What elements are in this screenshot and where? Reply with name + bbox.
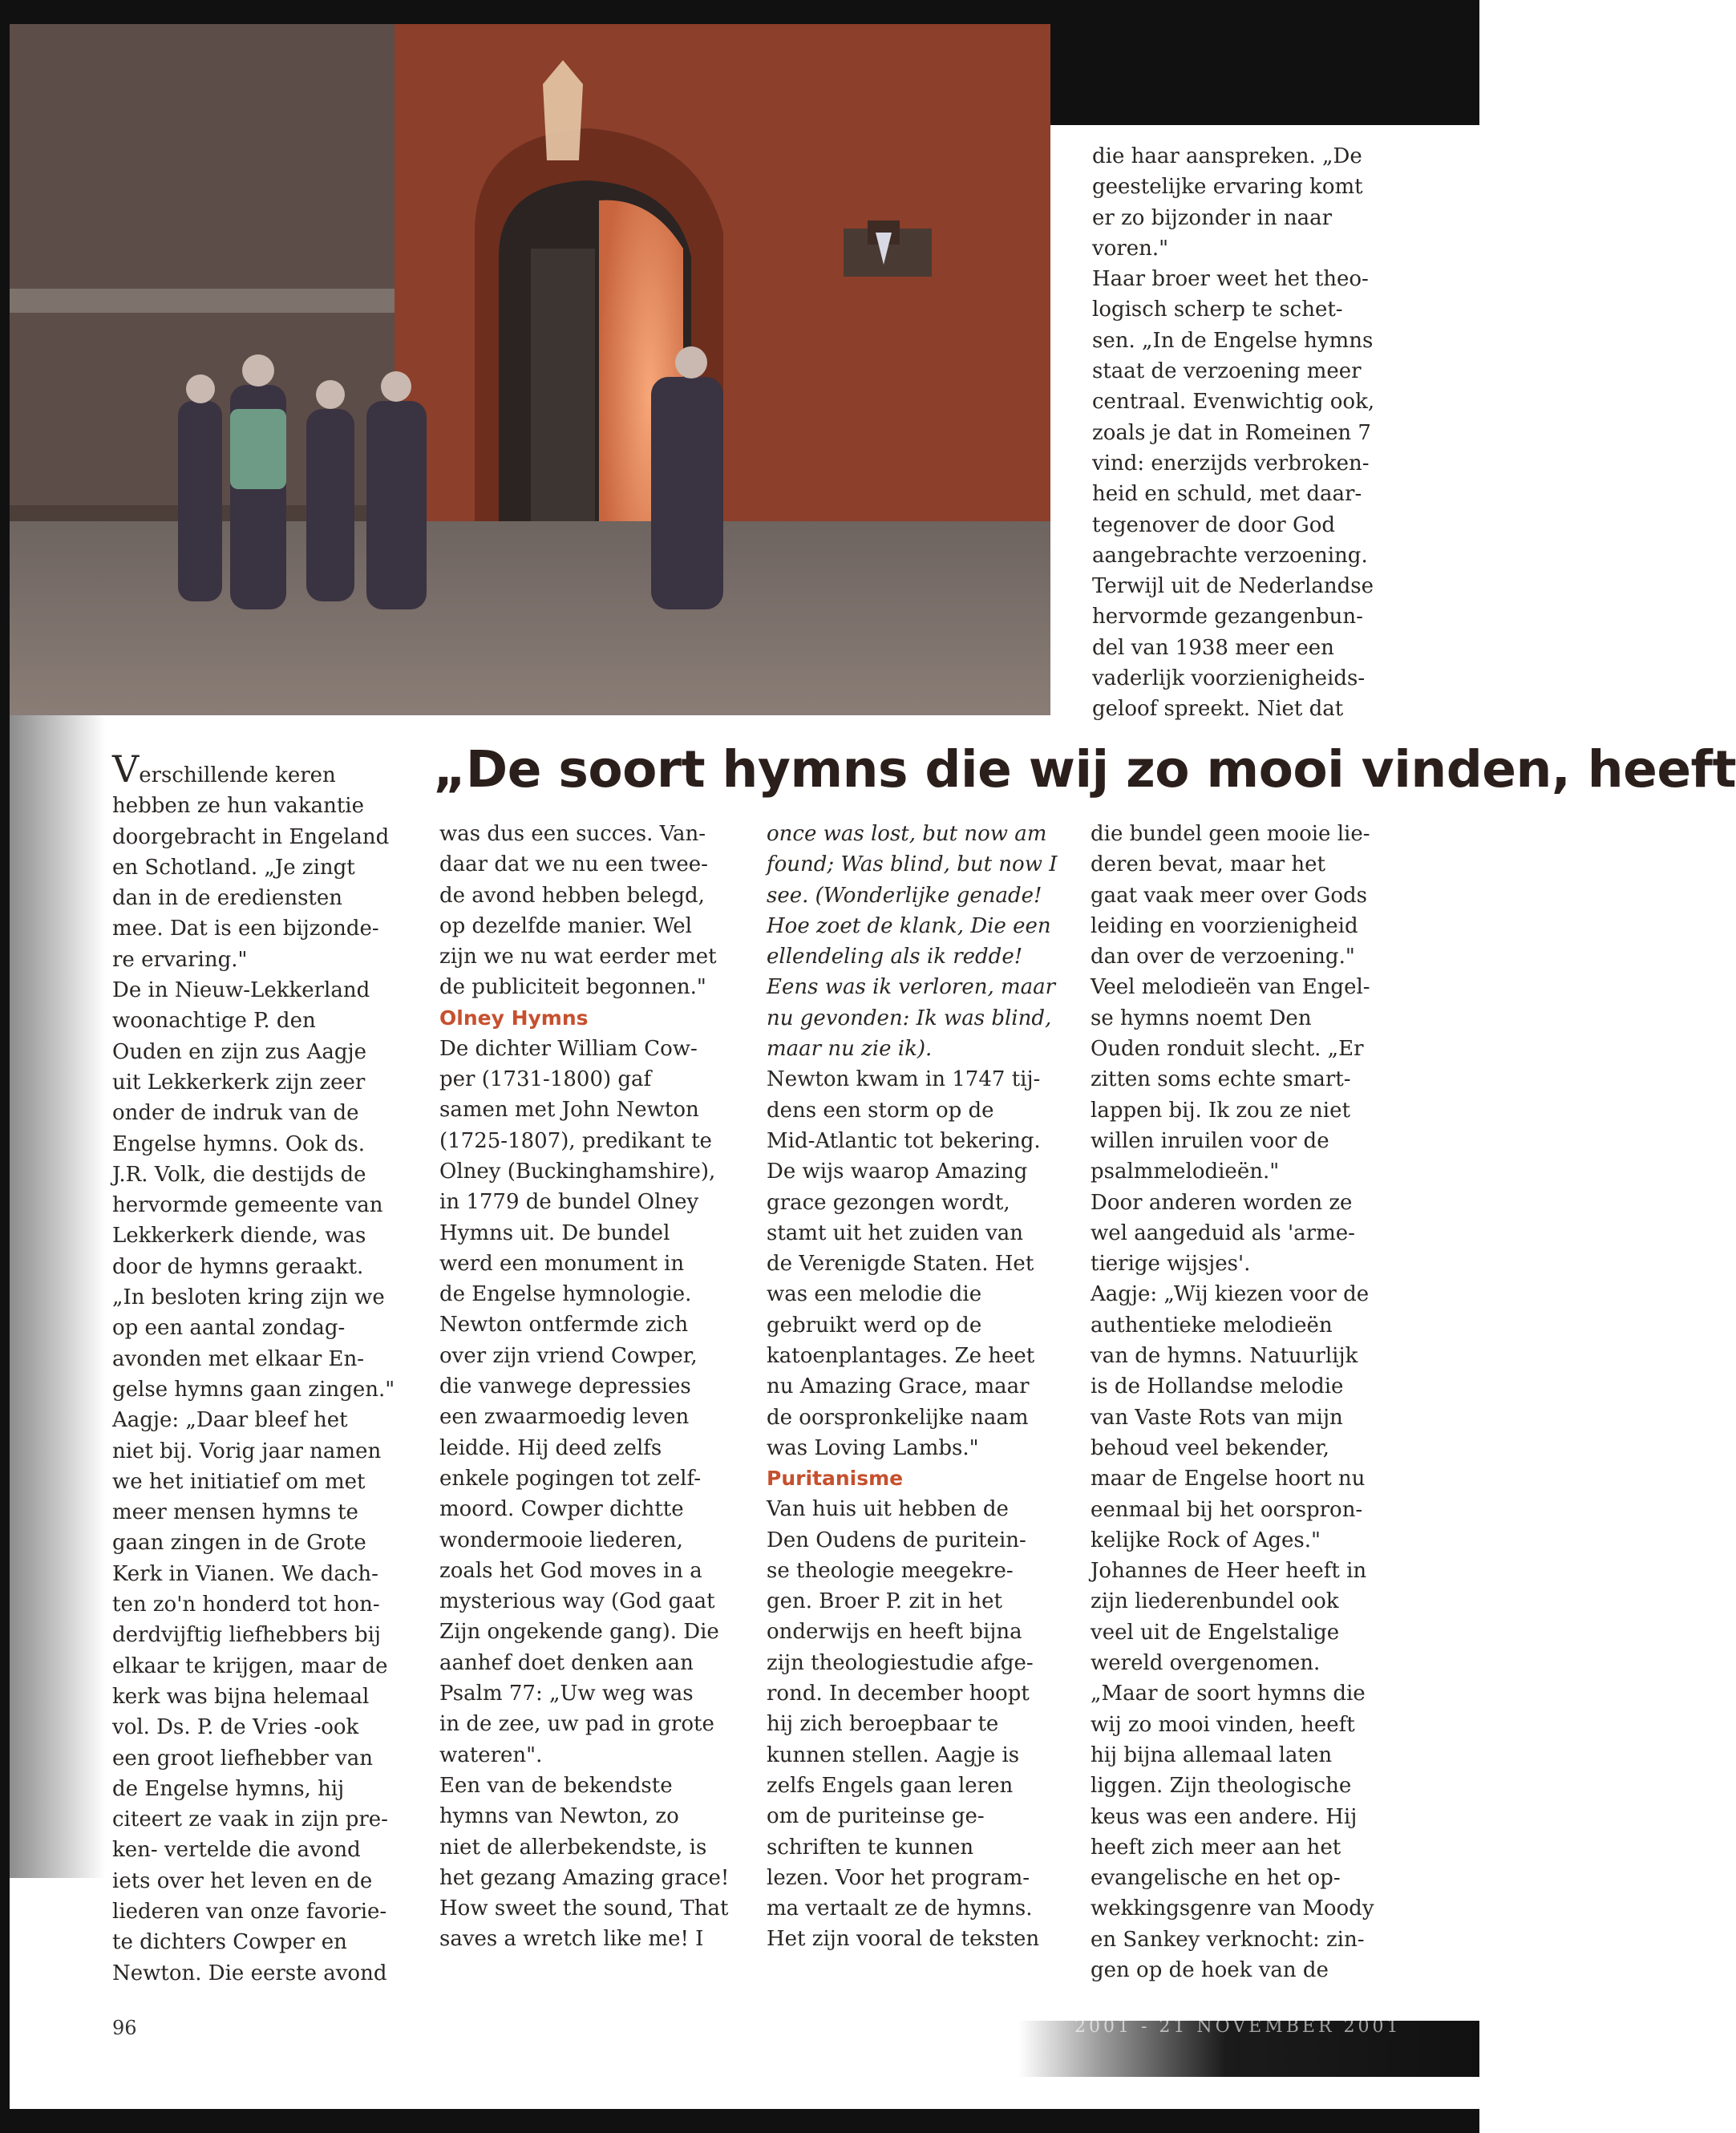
subhead-puritanisme: Puritanisme bbox=[767, 1467, 904, 1491]
text-line: evangelische en het op- bbox=[1091, 1866, 1341, 1891]
text-line: heid en schuld, met daar- bbox=[1092, 482, 1362, 507]
text-line: zitten soms echte smart- bbox=[1091, 1067, 1351, 1092]
text-line: door de hymns geraakt. bbox=[112, 1254, 364, 1279]
text-line: Eens was ik verloren, maar bbox=[767, 975, 1056, 1000]
text-line: dan over de verzoening." bbox=[1091, 945, 1355, 969]
text-line: Hoe zoet de klank, Die een bbox=[767, 913, 1051, 938]
text-line: in 1779 de bundel Olney bbox=[439, 1190, 699, 1215]
text-line: vaderlijk voorzienigheids- bbox=[1092, 666, 1366, 691]
text-line: vol. Ds. P. de Vries -ook bbox=[112, 1715, 359, 1740]
text-line: Het zijn vooral de teksten bbox=[767, 1927, 1040, 1952]
text-line: daar dat we nu een twee- bbox=[439, 852, 708, 877]
text-line: gelse hymns gaan zingen." bbox=[112, 1377, 395, 1402]
column-2 bbox=[439, 819, 744, 1955]
text-line: voren." bbox=[1092, 236, 1169, 261]
text-line: geestelijke ervaring komt bbox=[1092, 175, 1363, 200]
text-line: ten zo'n honderd tot hon- bbox=[112, 1593, 380, 1617]
text-line: die vanwege depressies bbox=[439, 1374, 691, 1399]
text-line: willen inruilen voor de bbox=[1091, 1128, 1329, 1153]
text-line: Haar broer weet het theo- bbox=[1092, 267, 1369, 292]
text-line: sen. „In de Engelse hymns bbox=[1092, 328, 1374, 353]
text-line: How sweet the sound, That bbox=[439, 1896, 729, 1921]
text-line: Newton. Die eerste avond bbox=[112, 1961, 387, 1985]
text-line: wekkingsgenre van Moody bbox=[1091, 1896, 1374, 1921]
text-line: om de puriteinse ge- bbox=[767, 1804, 985, 1829]
text-line: Van huis uit hebben de bbox=[767, 1497, 1009, 1522]
text-line: dan in de erediensten bbox=[112, 886, 342, 911]
text-line: meer mensen hymns te bbox=[112, 1500, 358, 1525]
text-line: doorgebracht in Engeland bbox=[112, 824, 390, 849]
text-line: over zijn vriend Cowper, bbox=[439, 1343, 698, 1368]
text-line: liggen. Zijn theologische bbox=[1091, 1774, 1352, 1799]
text-line: nu Amazing Grace, maar bbox=[767, 1374, 1030, 1399]
text-line: Veel melodieën van Engel- bbox=[1091, 975, 1370, 1000]
text-line: found; Was blind, but now I bbox=[767, 852, 1058, 877]
page-number: 96 bbox=[112, 2017, 137, 2039]
text-line: onderwijs en heeft bijna bbox=[767, 1620, 1022, 1645]
text-line: grace gezongen wordt, bbox=[767, 1190, 1010, 1215]
text-line: samen met John Newton bbox=[439, 1098, 699, 1123]
text-line: Een van de bekendste bbox=[439, 1773, 673, 1798]
text-line: is de Hollandse melodie bbox=[1091, 1374, 1344, 1399]
text-line: wel aangeduid als 'arme- bbox=[1091, 1220, 1355, 1245]
text-line: moord. Cowper dichtte bbox=[439, 1497, 684, 1522]
text-line: Aagje: „Wij kiezen voor de bbox=[1091, 1282, 1370, 1307]
text-line: schriften te kunnen bbox=[767, 1835, 974, 1860]
left-border bbox=[0, 0, 10, 2133]
text-line: de Engelse hymnologie. bbox=[439, 1282, 692, 1307]
text-line: ma vertaalt ze de hymns. bbox=[767, 1896, 1033, 1921]
text-line: logisch scherp te schet- bbox=[1092, 297, 1343, 322]
text-line: enkele pogingen tot zelf- bbox=[439, 1466, 701, 1491]
text-line: Ouden en zijn zus Aagje bbox=[112, 1039, 367, 1064]
text-line: was Loving Lambs." bbox=[767, 1435, 979, 1460]
text-line: (1725-1807), predikant te bbox=[439, 1128, 712, 1153]
text-line: Psalm 77: „Uw weg was bbox=[439, 1682, 694, 1706]
text-line: citeert ze vaak in zijn pre- bbox=[112, 1807, 388, 1832]
text-line: „Maar de soort hymns die bbox=[1091, 1682, 1366, 1706]
text-line: Kerk in Vianen. We dach- bbox=[112, 1561, 378, 1586]
text-line: niet bij. Vorig jaar namen bbox=[112, 1439, 382, 1463]
text-line: dens een storm op de bbox=[767, 1098, 994, 1123]
text-line: van de hymns. Natuurlijk bbox=[1091, 1344, 1358, 1369]
text-line: op een aantal zondag- bbox=[112, 1316, 346, 1341]
text-line: Lekkerkerk diende, was bbox=[112, 1224, 366, 1249]
text-line: was een melodie die bbox=[767, 1282, 982, 1307]
text-line: zijn we nu wat eerder met bbox=[439, 945, 717, 969]
text-line: er zo bijzonder in naar bbox=[1092, 205, 1333, 230]
text-line: mysterious way (God gaat bbox=[439, 1589, 715, 1614]
column-top-right bbox=[1092, 141, 1445, 725]
text-line: gen op de hoek van de bbox=[1091, 1957, 1329, 1982]
text-line: rond. In december hoopt bbox=[767, 1682, 1030, 1706]
text-line: iets over het leven en de bbox=[112, 1868, 373, 1893]
text-line: geloof spreekt. Niet dat bbox=[1092, 697, 1344, 722]
text-line: centraal. Evenwichtig ook, bbox=[1092, 390, 1375, 415]
text-line: eenmaal bij het oorspron- bbox=[1091, 1497, 1363, 1522]
text-line: hervormde gemeente van bbox=[112, 1193, 383, 1218]
text-line: de Verenigde Staten. Het bbox=[767, 1252, 1034, 1277]
text-line: kunnen stellen. Aagje is bbox=[767, 1742, 1020, 1767]
text-line: Engelse hymns. Ook ds. bbox=[112, 1131, 366, 1156]
column-3 bbox=[767, 819, 1071, 1955]
text-line: zelfs Engels gaan leren bbox=[767, 1773, 1014, 1798]
text-line: Door anderen worden ze bbox=[1091, 1190, 1353, 1215]
text-line: kelijke Rock of Ages." bbox=[1091, 1528, 1321, 1552]
text-line: die bundel geen mooie lie- bbox=[1091, 822, 1370, 846]
text-line: aangebrachte verzoening. bbox=[1092, 543, 1368, 568]
text-line: en Schotland. „Je zingt bbox=[112, 855, 355, 880]
text-line: ellendeling als ik redde! bbox=[767, 945, 1023, 969]
text-line: aanhef doet denken aan bbox=[439, 1650, 694, 1675]
text-line: we het initiatief om met bbox=[112, 1469, 366, 1494]
text-line: see. (Wonderlijke genade! bbox=[767, 883, 1042, 908]
text-line: Johannes de Heer heeft in bbox=[1091, 1559, 1367, 1584]
text-line: per (1731-1800) gaf bbox=[439, 1067, 652, 1092]
text-line: Hymns uit. De bundel bbox=[439, 1220, 670, 1245]
text-line: veel uit de Engelstalige bbox=[1091, 1620, 1340, 1645]
text-line: niet de allerbekendste, is bbox=[439, 1835, 707, 1860]
text-line: mee. Dat is een bijzonde- bbox=[112, 917, 379, 941]
subhead-olney-hymns: Olney Hymns bbox=[439, 1006, 589, 1030]
text-line: ken- vertelde die avond bbox=[112, 1838, 361, 1863]
text-line: J.R. Volk, die destijds de bbox=[112, 1162, 366, 1187]
text-line: uit Lekkerkerk zijn zeer bbox=[112, 1070, 366, 1095]
text-line-first bbox=[112, 747, 409, 791]
text-line: wondermooie liederen, bbox=[439, 1528, 683, 1552]
drop-cap: V bbox=[112, 747, 140, 791]
text-line: tegenover de door God bbox=[1092, 512, 1336, 537]
text-line: de oorspronkelijke naam bbox=[767, 1405, 1029, 1430]
text-line: Newton kwam in 1747 tij- bbox=[767, 1067, 1041, 1092]
text-line: wereld overgenomen. bbox=[1091, 1651, 1321, 1676]
text-line: nu gevonden: Ik was blind, bbox=[767, 1006, 1052, 1030]
text-line: zoals je dat in Romeinen 7 bbox=[1092, 420, 1371, 445]
text-line: authentieke melodieën bbox=[1091, 1313, 1333, 1338]
text-line: het gezang Amazing grace! bbox=[439, 1865, 730, 1890]
text-line: once was lost, but now am bbox=[767, 822, 1047, 846]
text-line: vind: enerzijds verbroken- bbox=[1092, 451, 1370, 476]
text-line: maar de Engelse hoort nu bbox=[1091, 1467, 1366, 1491]
text-line: Den Oudens de puritein- bbox=[767, 1528, 1026, 1552]
text-line: saves a wretch like me! I bbox=[439, 1927, 704, 1952]
text-line: „In besloten kring zijn we bbox=[112, 1285, 385, 1310]
top-right-dark-block bbox=[1050, 24, 1479, 125]
text-line: onder de indruk van de bbox=[112, 1101, 359, 1126]
text-line: hervormde gezangenbun- bbox=[1092, 605, 1363, 629]
footer-issue-date: 2001 - 21 NOVEMBER 2001 bbox=[1074, 2017, 1402, 2037]
text-line: in de zee, uw pad in grote bbox=[439, 1712, 714, 1737]
text-line: tierige wijsjes'. bbox=[1091, 1252, 1251, 1277]
text-line: van Vaste Rots van mijn bbox=[1091, 1405, 1343, 1430]
text-line: woonachtige P. den bbox=[112, 1009, 316, 1034]
text-line: die haar aanspreken. „De bbox=[1092, 144, 1362, 168]
text-line: liederen van onze favorie- bbox=[112, 1899, 387, 1924]
text-line: Zijn ongekende gang). Die bbox=[439, 1620, 719, 1645]
text-line: wij zo mooi vinden, heeft bbox=[1091, 1712, 1355, 1737]
text-line: een groot liefhebber van bbox=[112, 1746, 373, 1771]
text-line: elkaar te krijgen, maar de bbox=[112, 1653, 388, 1678]
text-line: staat de verzoening meer bbox=[1092, 359, 1362, 384]
text-line: psalmmelodieën." bbox=[1091, 1160, 1280, 1184]
text-line: leiding en voorzienigheid bbox=[1091, 913, 1358, 938]
pull-quote: „De soort hymns die wij zo mooi vinden, heeft bbox=[433, 740, 1736, 799]
church-photo bbox=[10, 24, 1050, 715]
text-line: kerk was bijna helemaal bbox=[112, 1684, 370, 1709]
text-line: hebben ze hun vakantie bbox=[112, 794, 365, 819]
text-line: re ervaring." bbox=[112, 947, 248, 972]
text-line: Olney (Buckinghamshire), bbox=[439, 1159, 716, 1184]
text-line: maar nu zie ik). bbox=[767, 1037, 933, 1062]
text-line: De wijs waarop Amazing bbox=[767, 1160, 1028, 1184]
text-line: gaan zingen in de Grote bbox=[112, 1531, 366, 1556]
text-line: Aagje: „Daar bleef het bbox=[112, 1408, 348, 1433]
text-line: de Engelse hymns, hij bbox=[112, 1776, 345, 1801]
text-line: behoud veel bekender, bbox=[1091, 1435, 1329, 1460]
text-line: op dezelfde manier. Wel bbox=[439, 913, 692, 938]
text-line: lezen. Voor het program- bbox=[767, 1865, 1030, 1890]
text-line: del van 1938 meer een bbox=[1092, 635, 1334, 660]
text-line: te dichters Cowper en bbox=[112, 1930, 347, 1955]
first-line-text: erschillende keren bbox=[139, 763, 336, 787]
text-line: lappen bij. Ik zou ze niet bbox=[1091, 1098, 1350, 1123]
text-line: de publiciteit begonnen." bbox=[439, 975, 706, 1000]
text-line: zoals het God moves in a bbox=[439, 1558, 702, 1583]
text-line: se hymns noemt Den bbox=[1091, 1006, 1312, 1030]
text-line: heeft zich meer aan het bbox=[1091, 1835, 1341, 1860]
top-border bbox=[0, 0, 1479, 24]
text-line: zijn theologiestudie afge- bbox=[767, 1650, 1034, 1675]
text-line: deren bevat, maar het bbox=[1091, 852, 1325, 877]
text-line: avonden met elkaar En- bbox=[112, 1346, 365, 1371]
text-line: De in Nieuw-Lekkerland bbox=[112, 978, 370, 1003]
text-line: derdvijftig liefhebbers bij bbox=[112, 1623, 381, 1648]
text-line: Terwijl uit de Nederlandse bbox=[1092, 574, 1374, 599]
text-line: katoenplantages. Ze heet bbox=[767, 1344, 1035, 1369]
text-line: Ouden ronduit slecht. „Er bbox=[1091, 1037, 1364, 1062]
text-line: hij bijna allemaal laten bbox=[1091, 1742, 1333, 1767]
text-line: de avond hebben belegd, bbox=[439, 883, 705, 908]
text-line: gaat vaak meer over Gods bbox=[1091, 883, 1368, 908]
text-line: een zwaarmoedig leven bbox=[439, 1405, 690, 1430]
text-line: hij zich beroepbaar te bbox=[767, 1712, 999, 1737]
column-4 bbox=[1091, 819, 1443, 1985]
text-line: hymns van Newton, zo bbox=[439, 1804, 679, 1829]
text-line: De dichter William Cow- bbox=[439, 1036, 698, 1061]
text-line: Newton ontfermde zich bbox=[439, 1313, 689, 1338]
text-line: leidde. Hij deed zelfs bbox=[439, 1435, 662, 1460]
text-line: zijn liederenbundel ook bbox=[1091, 1589, 1339, 1614]
text-line: se theologie meegekre- bbox=[767, 1558, 1014, 1583]
column-1 bbox=[112, 747, 409, 1989]
text-line: Mid-Atlantic tot bekering. bbox=[767, 1128, 1041, 1153]
text-line: was dus een succes. Van- bbox=[439, 822, 706, 846]
text-line: gebruikt werd op de bbox=[767, 1313, 982, 1338]
text-line: werd een monument in bbox=[439, 1251, 685, 1276]
left-edge-shadow bbox=[10, 715, 106, 1878]
bottom-border bbox=[0, 2109, 1479, 2133]
text-line: stamt uit het zuiden van bbox=[767, 1220, 1024, 1245]
text-line: wateren". bbox=[439, 1742, 543, 1767]
text-line: keus was een andere. Hij bbox=[1091, 1804, 1358, 1829]
text-line: gen. Broer P. zit in het bbox=[767, 1589, 1002, 1614]
text-line: en Sankey verknocht: zin- bbox=[1091, 1927, 1365, 1952]
